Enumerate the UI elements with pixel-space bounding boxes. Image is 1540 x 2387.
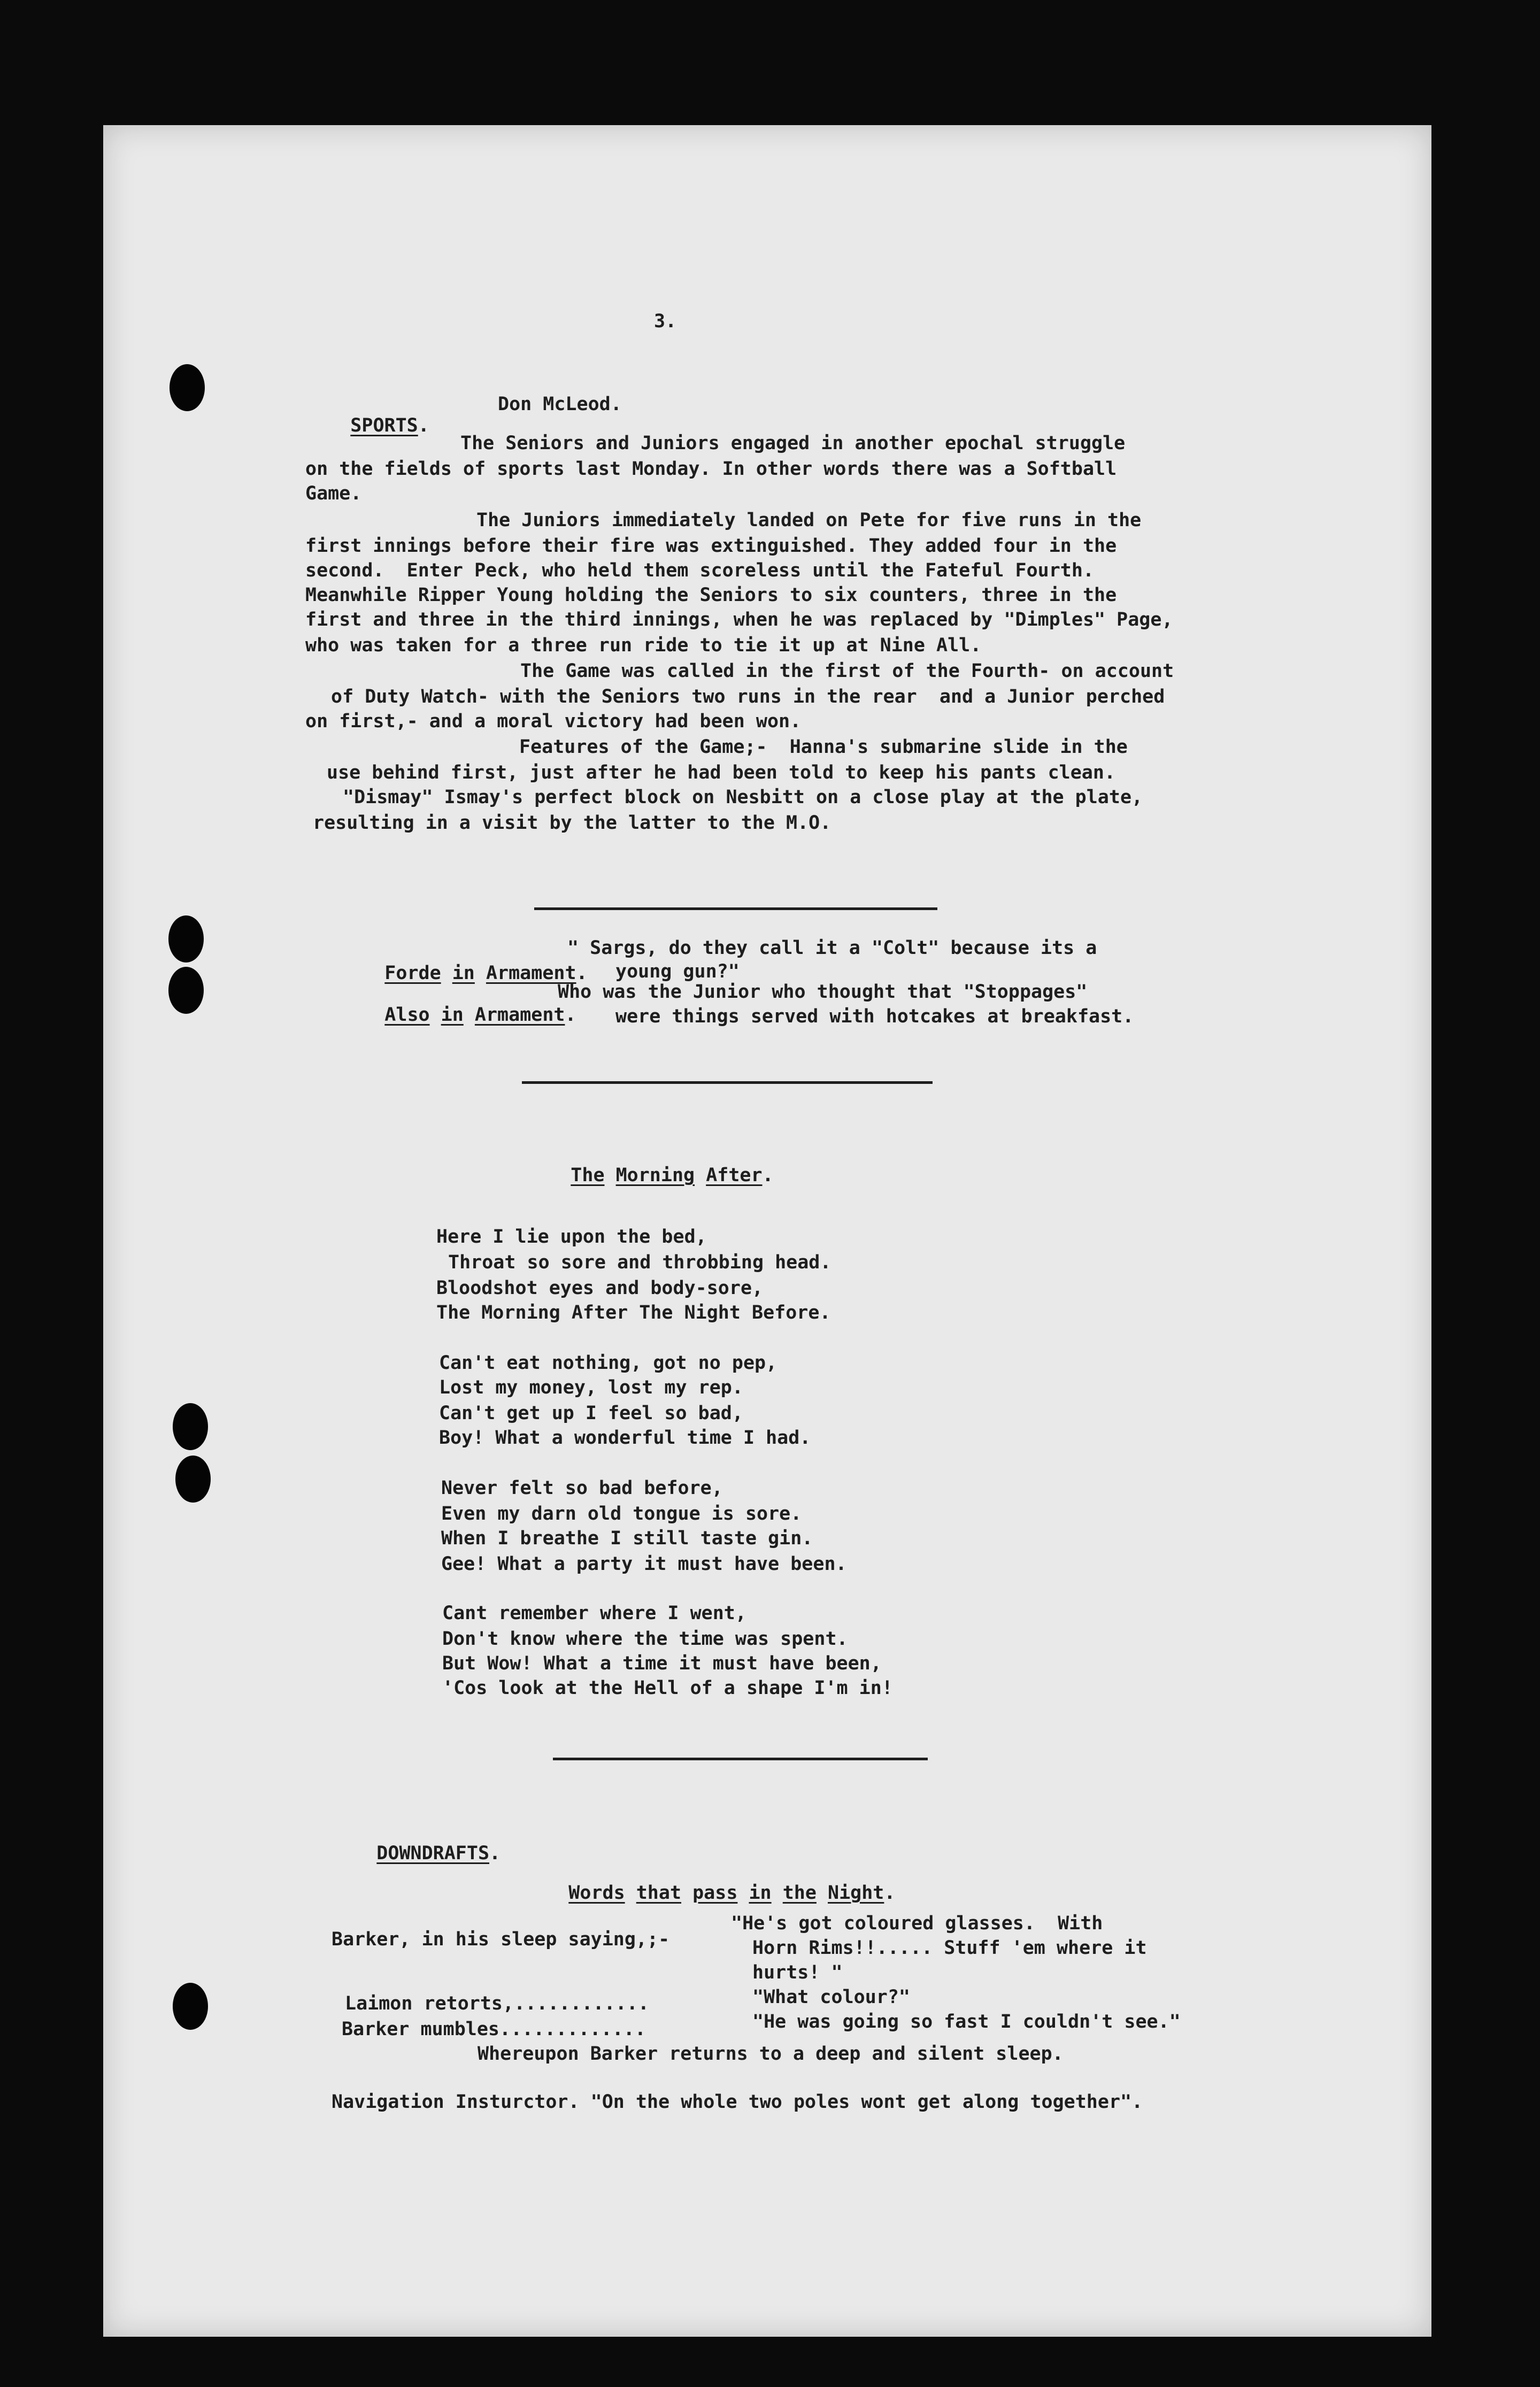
poem-line: Even my darn old tongue is sore. <box>441 1503 802 1524</box>
sports-line: first and three in the third innings, when he was replaced by "Dimples" Page, <box>305 609 1173 630</box>
poem-line: But Wow! What a time it must have been, <box>442 1653 882 1674</box>
punch-hole <box>175 1456 211 1503</box>
subtitle-word: in <box>749 1882 772 1904</box>
poem-line: Cant remember where I went, <box>442 1603 746 1624</box>
sports-line: who was taken for a three run ride to tie it up at Nine All. <box>305 635 982 656</box>
poem-line: Lost my money, lost my rep. <box>439 1377 743 1398</box>
document-page <box>103 125 1431 2337</box>
page-number: 3. <box>654 311 677 332</box>
sports-heading: SPORTS <box>350 415 418 436</box>
sports-line: Features of the Game;- Hanna's submarine slide in the <box>519 736 1128 758</box>
sports-line: The Juniors immediately landed on Pete for five runs in the <box>476 510 1142 531</box>
sports-line: The Game was called in the first of the Fourth- on account <box>520 660 1174 682</box>
whereupon-line: Whereupon Barker returns to a deep and silent sleep. <box>478 2043 1064 2065</box>
punch-hole <box>168 915 204 962</box>
sports-heading-row <box>305 398 429 454</box>
poem-line: Can't eat nothing, got no pep, <box>439 1352 777 1374</box>
poem-line: Throat so sore and throbbing head. <box>448 1252 831 1273</box>
section-divider <box>553 1758 928 1760</box>
punch-hole <box>173 1403 208 1450</box>
mumbles-label: Barker mumbles............. <box>342 2019 646 2040</box>
armament-label-punct: . <box>565 1004 576 1026</box>
sports-line: Game. <box>305 483 362 504</box>
poem-line: 'Cos look at the Hell of a shape I'm in! <box>442 1677 893 1699</box>
section-divider <box>534 907 937 910</box>
armament-quote-2: Who was the Junior who thought that "Stoppages" <box>558 981 1088 1003</box>
poem-title-word: After <box>706 1165 763 1186</box>
poem-line: The Morning After The Night Before. <box>436 1302 831 1323</box>
poem-title-punct: . <box>762 1165 774 1186</box>
sports-line: second. Enter Peck, who held them scoreless until the Fateful Fourth. <box>305 560 1095 581</box>
armament-label-2 <box>340 987 576 1043</box>
sports-line: use behind first, just after he had been told to keep his pants clean. <box>327 762 1116 783</box>
armament-label-word: Forde <box>384 962 441 984</box>
barker-quote: "He's got coloured glasses. With <box>731 1913 1103 1934</box>
punch-hole <box>168 967 204 1014</box>
poem-title <box>526 1148 774 1204</box>
armament-label-word: in <box>452 962 475 984</box>
laimon-label: Laimon retorts,............ <box>345 1993 649 2014</box>
sports-line: on first,- and a moral victory had been won. <box>305 711 802 732</box>
armament-label-word: Also <box>384 1004 430 1026</box>
poem-line: Bloodshot eyes and body-sore, <box>436 1277 764 1299</box>
poem-line: When I breathe I still taste gin. <box>441 1528 813 1549</box>
sports-line: of Duty Watch- with the Seniors two runs in the rear and a Junior perched <box>331 686 1165 707</box>
sports-line: Meanwhile Ripper Young holding the Seniors to six counters, three in the <box>305 584 1117 606</box>
barker-quote: hurts! " <box>752 1962 843 1983</box>
sports-heading-punct: . <box>418 415 429 436</box>
punch-hole <box>173 1983 208 2030</box>
barker-label: Barker, in his sleep saying,;- <box>332 1929 670 1950</box>
sports-line: The Seniors and Juniors engaged in another epochal struggle <box>460 433 1126 454</box>
downdrafts-heading-row <box>332 1826 500 1882</box>
armament-label-word: Armament <box>486 962 576 984</box>
sports-line: "Dismay" Ismay's perfect block on Nesbitt on a close play at the plate, <box>343 787 1143 808</box>
section-divider <box>522 1081 933 1084</box>
poem-title-word: Morning <box>615 1165 695 1186</box>
armament-quote-2: were things served with hotcakes at breakfast. <box>615 1006 1134 1027</box>
punch-hole <box>170 364 205 411</box>
armament-quote-1: young gun?" <box>615 961 740 982</box>
subtitle-word: pass <box>692 1882 738 1904</box>
poem-line: Gee! What a party it must have been. <box>441 1553 847 1575</box>
navigation-line: Navigation Insturctor. "On the whole two poles wont get along together". <box>332 2091 1143 2113</box>
laimon-quote: "What colour?" <box>752 1986 911 2008</box>
sports-line: on the fields of sports last Monday. In other words there was a Softball <box>305 458 1117 480</box>
poem-line: Here I lie upon the bed, <box>436 1226 707 1248</box>
poem-line: Never felt so bad before, <box>441 1477 723 1499</box>
sports-line: first innings before their fire was extinguished. They added four in the <box>305 535 1117 557</box>
armament-label-word: Armament <box>474 1004 565 1026</box>
downdrafts-heading-punct: . <box>489 1843 501 1864</box>
barker-quote: Horn Rims!!..... Stuff 'em where it <box>752 1937 1147 1959</box>
poem-title-word: The <box>571 1165 605 1186</box>
subtitle-word: Night <box>828 1882 884 1904</box>
armament-quote-1: " Sargs, do they call it a "Colt" because its a <box>567 937 1097 959</box>
subtitle-punct: . <box>884 1882 896 1904</box>
subtitle-word: Words <box>568 1882 625 1904</box>
mumbles-quote: "He was going so fast I couldn't see." <box>752 2011 1181 2032</box>
poem-line: Can't get up I feel so bad, <box>439 1403 743 1424</box>
poem-line: Don't know where the time was spent. <box>442 1628 848 1650</box>
subtitle-word: that <box>636 1882 682 1904</box>
downdrafts-heading: DOWNDRAFTS <box>376 1843 490 1864</box>
poem-line: Boy! What a wonderful time I had. <box>439 1427 811 1449</box>
armament-label-word: in <box>441 1004 464 1026</box>
armament-label-punct: . <box>576 962 588 984</box>
sports-line: resulting in a visit by the latter to the M.O. <box>313 812 831 834</box>
subtitle-word: the <box>782 1882 817 1904</box>
sports-byline: Don McLeod. <box>498 394 622 415</box>
